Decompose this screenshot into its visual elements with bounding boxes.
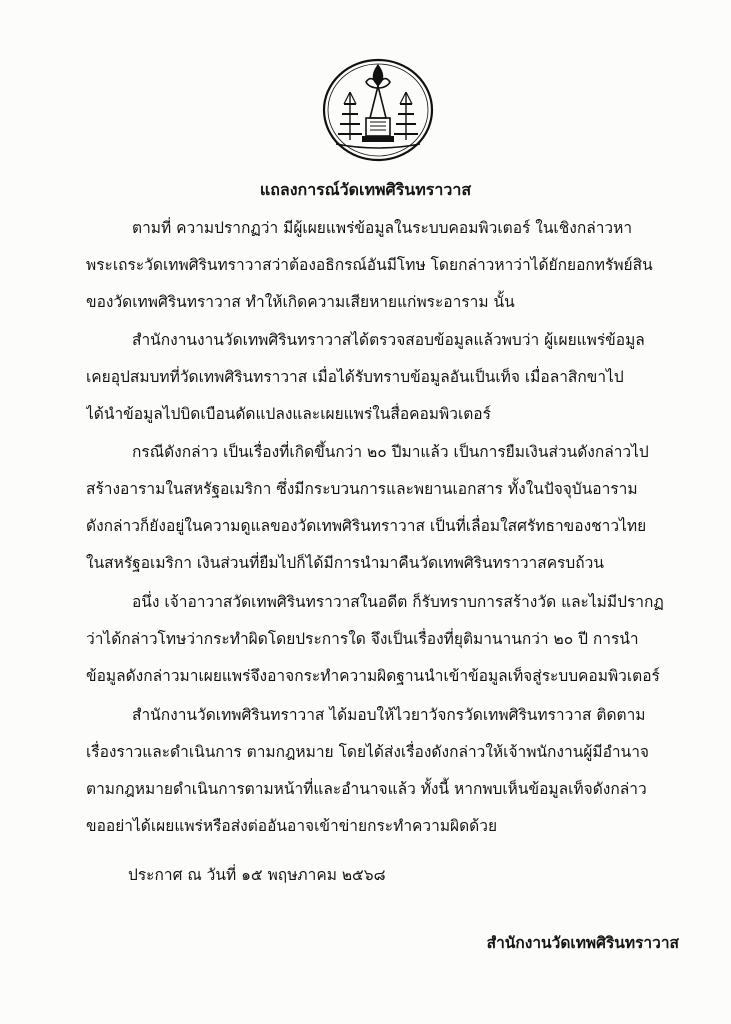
paragraph-line: ข้อมูลดังกล่าวมาเผยแพร่จึงอาจกระทำความผิดฐานนำเข้าข้อมูลเท็จสู่ระบบคอมพิวเตอร์ (86, 667, 660, 685)
signature: สำนักงานวัดเทพศิรินทราวาส (486, 934, 679, 952)
paragraph (86, 434, 706, 582)
paragraph-line: สำนักงานวัดเทพศิรินทราวาส ได้มอบให้ไวยาวัจกรวัดเทพศิรินทราวาส ติดตาม (132, 706, 646, 724)
paragraph-line: ดังกล่าวก็ยังอยู่ในความดูแลของวัดเทพศิรินทราวาส เป็นที่เลื่อมใสศรัทธาของชาวไทย (86, 517, 647, 535)
document-title: แถลงการณ์วัดเทพศิรินทราวาส (259, 180, 472, 199)
paragraph (86, 322, 706, 433)
paragraph-line: เคยอุปสมบทที่วัดเทพศิรินทราวาส เมื่อได้รับทราบข้อมูลอันเป็นเท็จ เมื่อลาสิกขาไป (86, 368, 624, 386)
paragraph-line: ขออย่าได้เผยแพร่หรือส่งต่ออันอาจเข้าข่ายกระทำความผิดด้วย (86, 817, 498, 835)
paragraph-line: เรื่องราวและดำเนินการ ตามกฎหมาย โดยได้ส่งเรื่องดังกล่าวให้เจ้าพนักงานผู้มีอำนาจ (86, 743, 649, 761)
paragraph (86, 210, 706, 321)
paragraph-line: ตามกฎหมายดำเนินการตามหน้าที่และอำนาจแล้ว ทั้งนี้ หากพบเห็นข้อมูลเท็จดังกล่าว (86, 780, 647, 798)
paragraph (86, 697, 706, 845)
paragraph-line: ในสหรัฐอเมริกา เงินส่วนที่ยืมไปก็ได้มีการนำมาคืนวัดเทพศิรินทราวาสครบถ้วน (86, 554, 604, 572)
paragraph (86, 584, 706, 695)
paragraph-line: สำนักงานงานวัดเทพศิรินทราวาสได้ตรวจสอบข้อมูลแล้วพบว่า ผู้เผยแพร่ข้อมูล (132, 331, 645, 349)
paragraph-line: ตามที่ ความปรากฏว่า มีผู้เผยแพร่ข้อมูลในระบบคอมพิวเตอร์ ในเชิงกล่าวหา (132, 219, 633, 237)
date-line: ประกาศ ณ วันที่ ๑๕ พฤษภาคม ๒๕๖๘ (128, 866, 386, 884)
paragraph-line: สร้างอารามในสหรัฐอเมริกา ซึ่งมีกระบวนการและพยานเอกสาร ทั้งในปัจจุบันอาราม (86, 480, 638, 498)
temple-seal-icon (320, 56, 436, 168)
paragraph-line: กรณีดังกล่าว เป็นเรื่องที่เกิดขึ้นกว่า ๒๐ ปีมาแล้ว เป็นการยืมเงินส่วนดังกล่าวไป (132, 443, 649, 461)
paragraph-line: พระเถระวัดเทพศิรินทราวาสว่าต้องอธิกรณ์อันมีโทษ โดยกล่าวหาว่าได้ยักยอกทรัพย์สิน (86, 256, 653, 274)
paragraph-line: ได้นำข้อมูลไปบิดเบือนดัดแปลงและเผยแพร่ในสื่อคอมพิวเตอร์ (86, 405, 491, 423)
paragraph-line: ของวัดเทพศิรินทราวาส ทำให้เกิดความเสียหายแก่พระอาราม นั้น (86, 293, 515, 311)
paragraph-line: ว่าได้กล่าวโทษว่ากระทำผิดโดยประการใด จึงเป็นเรื่องที่ยุติมานานกว่า ๒๐ ปี การนำ (86, 630, 639, 648)
paragraph-line: อนึ่ง เจ้าอาวาสวัดเทพศิรินทราวาสในอดีต ก็รับทราบการสร้างวัด และไม่มีปรากฏ (132, 593, 664, 611)
